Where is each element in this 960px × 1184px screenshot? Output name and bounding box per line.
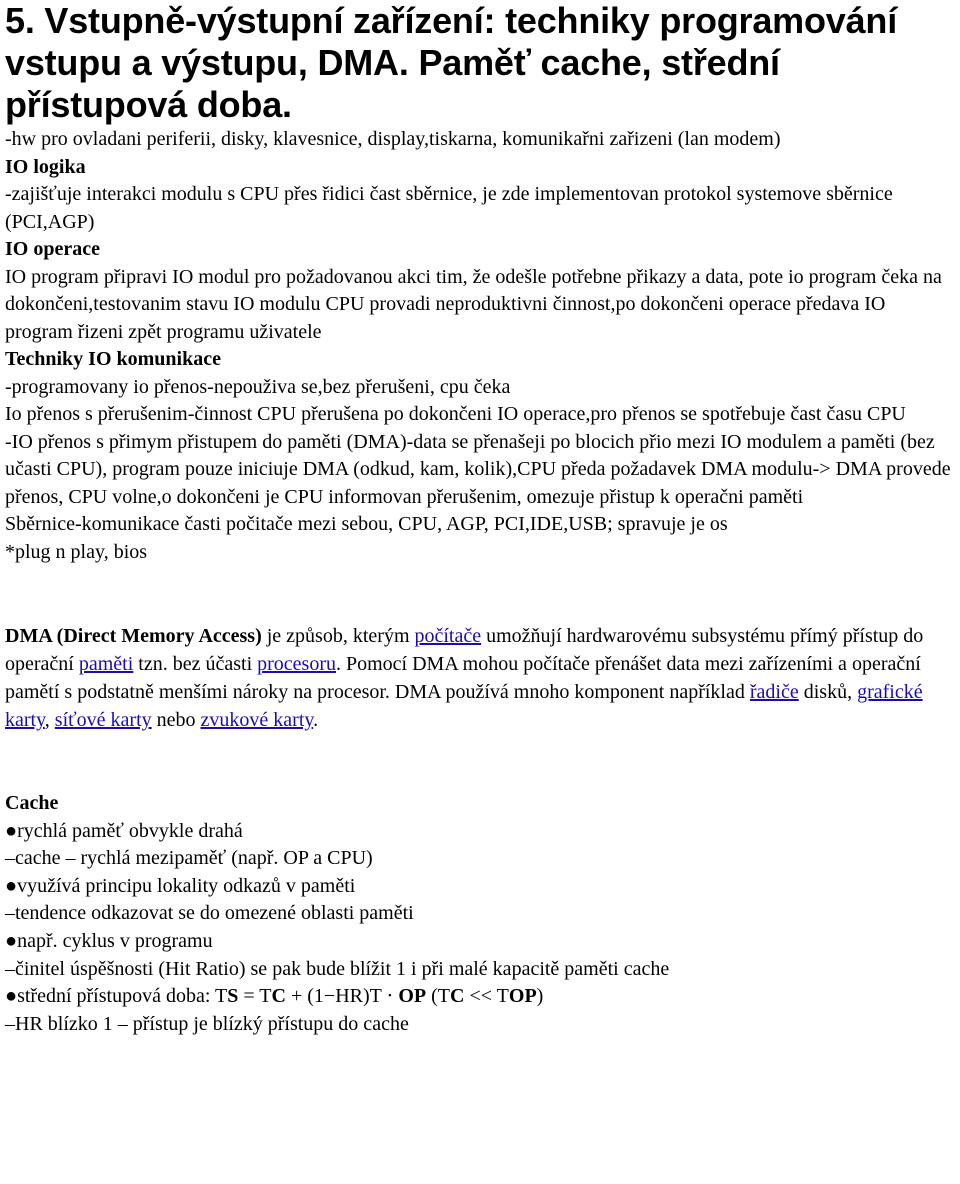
io-operace-paragraph: IO program připravi IO modul pro požadovanou akci tim, že odešle potřebne přikazy a data, pote io program čeka na dokončeni,testovanim stavu IO modulu CPU provadi neproduktivni činnost,po dokončeni operace předava IO program řizeni zpět programu uživatele: [5, 265, 942, 343]
document: [5, 0, 958, 1038]
cache-line: –HR blízko 1 – přístup je blízký přístupu do cache: [5, 1012, 409, 1035]
link-pocitace[interactable]: počítače: [414, 625, 482, 647]
cache-line: –tendence odkazovat se do omezené oblasti paměti: [5, 902, 414, 925]
section-dma: [5, 622, 958, 734]
dma-paragraph: [5, 622, 958, 734]
formula-text: ●střední přístupová doba: T: [5, 985, 228, 1008]
formula-text: = T: [238, 985, 272, 1008]
dma-text: umožňují hardwarovému subsystému přímý přístup do operační: [5, 625, 924, 675]
formula-subscript: S: [227, 985, 239, 1008]
formula-text: << T: [464, 985, 509, 1008]
spacer: [5, 734, 958, 790]
dma-text: je způsob, kterým: [261, 625, 415, 647]
plug-paragraph: *plug n play, bios: [5, 540, 148, 563]
formula-text: + (1−HR)T ⋅: [285, 985, 399, 1008]
formula-subscript: C: [271, 985, 286, 1008]
link-procesoru[interactable]: procesoru: [257, 653, 336, 675]
heading-io-operace: IO operace: [5, 238, 100, 260]
cache-line: –činitel úspěšnosti (Hit Ratio) se pak bude blížit 1 i při malé kapacitě paměti cache: [5, 957, 670, 980]
heading-io-logika: IO logika: [5, 155, 86, 178]
dma-text: nebo: [151, 709, 201, 731]
dma-text: . Pomocí DMA mohou počítače přenášet data mezi zařízeními a operační pamětí s podstatně menšími nároky na procesor. DMA používá mnoho komponent například: [5, 653, 921, 703]
section-io: [5, 126, 958, 566]
link-radice[interactable]: řadiče: [749, 681, 799, 703]
link-pameti[interactable]: paměti: [78, 653, 134, 675]
cache-line: ●rychlá paměť obvykle drahá: [5, 819, 243, 842]
technique-dma: -IO přenos s přimym přistupem do paměti (DMA)-data se přenašeji po blocich přio mezi IO modulem a paměti (bez učasti CPU), program pouze iniciuje DMA (odkud, kam, kolik),CPU předa požadavek DMA modulu-> DMA provede přenos, CPU volne,o dokončeni je CPU informovan přerušenim, omezuje přistup k operačni paměti: [5, 430, 951, 508]
io-logika-paragraph: -zajišťuje interakci modulu s CPU přes řidici čast sběrnice, je zde implementovan protokol systemove sběrnice (PCI,AGP): [5, 183, 893, 233]
formula-text: (T: [426, 985, 451, 1008]
link-zvukove-karty[interactable]: zvukové karty: [200, 709, 314, 731]
cache-line: –cache – rychlá mezipaměť (např. OP a CPU): [5, 847, 373, 870]
formula-text: ): [536, 985, 544, 1008]
cache-line: ●např. cyklus v programu: [5, 929, 213, 952]
formula-subscript: OP: [398, 985, 427, 1008]
dma-text: ,: [44, 709, 55, 731]
formula-subscript: C: [450, 985, 465, 1008]
dma-term: DMA (Direct Memory Access): [5, 625, 262, 647]
technique-preruseni: Io přenos s přerušenim-činnost CPU přerušena po dokončeni IO operace,pro přenos se spotřebuje čast času CPU: [5, 403, 906, 425]
link-graficke-karty[interactable]: grafické karty: [5, 681, 923, 731]
dma-text: .: [313, 709, 319, 731]
heading-cache: Cache: [5, 792, 59, 814]
dma-text: disků,: [798, 681, 858, 703]
dma-text: tzn. bez účasti: [133, 653, 258, 675]
spacer: [5, 566, 958, 622]
heading-techniky: Techniky IO komunikace: [5, 348, 221, 370]
cache-formula: [5, 983, 958, 1011]
cache-line: ●využívá principu lokality odkazů v paměti: [5, 874, 356, 897]
intro-paragraph: -hw pro ovladani periferii, disky, klavesnice, display,tiskarna, komunikařni zařizeni (lan modem): [5, 128, 781, 150]
technique-programovany: -programovany io přenos-nepouživa se,bez přerušeni, cpu čeka: [5, 375, 511, 398]
formula-subscript: OP: [508, 985, 537, 1008]
page-title: 5. Vstupně-výstupní zařízení: techniky programování vstupu a výstupu, DMA. Paměť cache, střední přístupová doba.: [5, 0, 897, 125]
bus-paragraph: Sběrnice-komunikace časti počitače mezi sebou, CPU, AGP, PCI,IDE,USB; spravuje je os: [5, 513, 728, 535]
link-sitove-karty[interactable]: síťové karty: [54, 709, 152, 731]
section-cache: [5, 790, 958, 1038]
